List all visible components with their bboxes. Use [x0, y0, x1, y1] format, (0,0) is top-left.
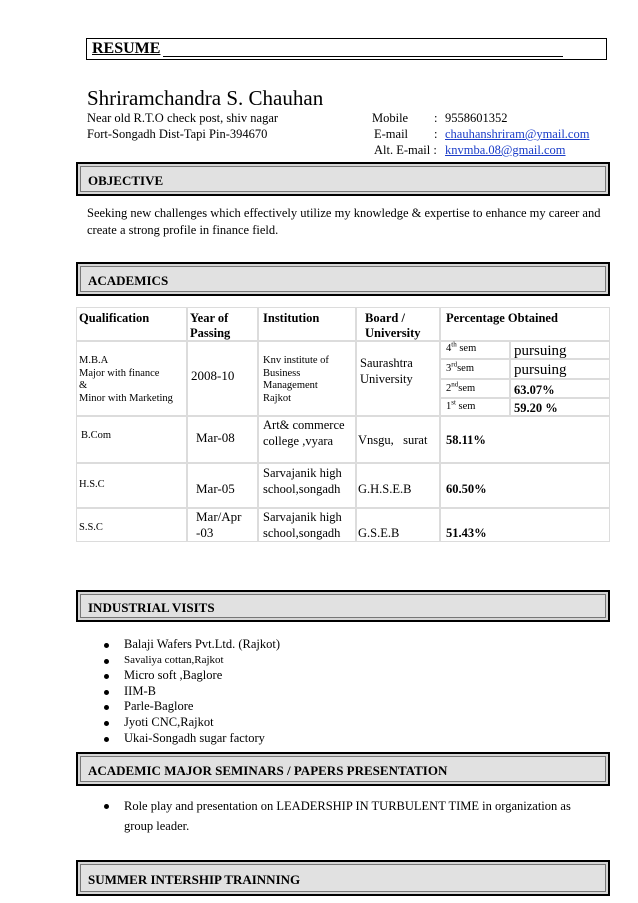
sem-1-value: 59.20 % [514, 401, 558, 415]
sem-2-label: 2ndsem [446, 380, 476, 394]
email-link[interactable]: chauhanshriram@ymail.com [445, 127, 590, 141]
col-year: Year of Passing [190, 311, 231, 340]
industrial-visits-heading: INDUSTRIAL VISITS [88, 600, 215, 615]
list-item: Parle-Baglore [104, 699, 280, 715]
seminars-list [104, 796, 584, 836]
sem-4-value: pursuing [514, 343, 567, 359]
mobile-label: Mobile [372, 111, 409, 125]
mobile-value: 9558601352 [445, 111, 508, 125]
col-institution: Institution [263, 311, 320, 325]
sem-4-label: 4th sem [446, 340, 477, 354]
email-label: E-mail [374, 127, 409, 141]
ssc-year: Mar/Apr -03 [196, 509, 242, 540]
bcom-percentage: 58.11% [446, 433, 486, 447]
candidate-name: Shriramchandra S. Chauhan [87, 86, 324, 110]
ssc-institution: Sarvajanik high school,songadh [263, 510, 342, 540]
resume-title: RESUME [92, 40, 161, 57]
hsc-percentage: 60.50% [446, 482, 487, 496]
sem-3-label: 3rdsem [446, 360, 475, 374]
bcom-board: Vnsgu, surat [358, 433, 428, 447]
academics-heading: ACADEMICS [88, 273, 169, 288]
seminars-section-header [76, 752, 610, 786]
list-item: Jyoti CNC,Rajkot [104, 715, 280, 731]
address-line-1: Near old R.T.O check post, shiv nagar [87, 111, 279, 125]
sem-3-value: pursuing [514, 362, 567, 378]
academics-section-header [76, 262, 610, 296]
address-line-2: Fort-Songadh Dist-Tapi Pin-394670 [87, 127, 268, 141]
mba-year: 2008-10 [191, 368, 235, 383]
industrial-visits-section-header [76, 590, 610, 622]
objective-heading: OBJECTIVE [88, 173, 164, 188]
list-item: Balaji Wafers Pvt.Ltd. (Rajkot) [104, 637, 280, 653]
sem-1-label: 1st sem [446, 398, 476, 412]
hsc-year: Mar-05 [196, 481, 235, 496]
mba-qualification: M.B.A Major with finance & Minor with Marketing [79, 355, 173, 404]
mba-institution: Knv institute of Business Management Rajkot [263, 355, 329, 404]
hsc-board: G.H.S.E.B [358, 482, 412, 496]
alt-email-label: Alt. E-mail : [374, 143, 437, 157]
ssc-qualification: S.S.C [79, 522, 103, 533]
academics-table [76, 307, 610, 542]
resume-title-box [86, 38, 607, 60]
list-item: Micro soft ,Baglore [104, 668, 280, 684]
hsc-qualification: H.S.C [79, 479, 105, 490]
bcom-year: Mar-08 [196, 430, 235, 445]
list-item: Role play and presentation on LEADERSHIP IN TURBULENT TIME in organization as group leader. [104, 796, 584, 836]
alt-email-link[interactable]: knvmba.08@gmail.com [445, 143, 566, 157]
col-qualification: Qualification [79, 311, 150, 325]
title-underline [163, 56, 563, 57]
list-item: Ukai-Songadh sugar factory [104, 731, 280, 747]
hsc-institution: Sarvajanik high school,songadh [263, 466, 342, 496]
summer-internship-section-header [76, 860, 610, 896]
sem-2-value: 63.07% [514, 383, 555, 397]
objective-text: Seeking new challenges which effectively utilize my knowledge & expertise to enhance my career and create a strong profile in finance field. [87, 206, 601, 237]
seminars-heading: ACADEMIC MAJOR SEMINARS / PAPERS PRESENTATION [88, 763, 448, 778]
col-percentage: Percentage Obtained [446, 311, 558, 325]
list-item: Savaliya cottan,Rajkot [104, 653, 280, 669]
summer-internship-heading: SUMMER INTERSHIP TRAINNING [88, 872, 301, 887]
bcom-institution: Art& commerce college ,vyara [263, 418, 345, 448]
objective-section-header [76, 162, 610, 196]
col-board: Board / University [365, 311, 421, 340]
mobile-sep: : [434, 111, 438, 125]
bcom-qualification: B.Com [81, 430, 112, 441]
ssc-board: G.S.E.B [358, 526, 400, 540]
email-sep: : [434, 127, 438, 141]
list-item: IIM-B [104, 684, 280, 700]
ssc-percentage: 51.43% [446, 526, 487, 540]
industrial-visits-list [104, 637, 280, 746]
mba-board: Saurashtra University [360, 356, 413, 386]
